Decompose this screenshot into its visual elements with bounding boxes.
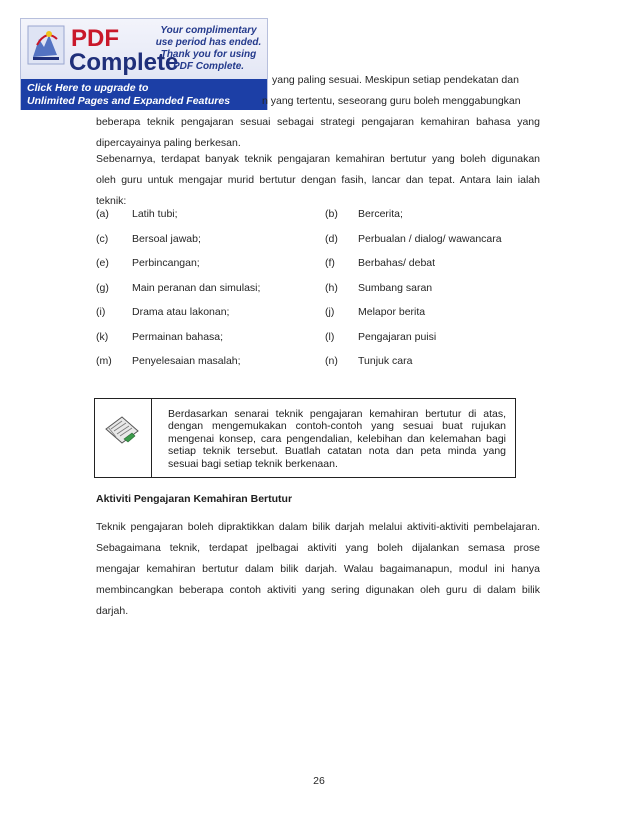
promo-line: Thank you for using <box>160 49 257 60</box>
paragraph-line: oleh guru untuk mengajar murid bertutur dengan fasih, lancar dan tepat. Antara lain ialah <box>96 174 540 186</box>
technique-text: Melapor berita <box>358 306 426 318</box>
promo-message <box>151 25 266 73</box>
technique-row <box>96 330 540 355</box>
paragraph-line: Sebagaimana teknik, terdapat jpelbagai aktiviti yang boleh dijalankan semasa prose <box>96 542 540 554</box>
technique-label: (j) <box>325 306 335 318</box>
technique-label: (f) <box>325 257 335 269</box>
technique-row <box>96 207 540 232</box>
technique-label: (g) <box>96 281 109 294</box>
notes-activity-icon <box>102 413 142 447</box>
technique-label: (d) <box>325 232 338 245</box>
intro-line-4: dipercayainya paling berkesan. <box>96 137 241 149</box>
technique-row <box>96 354 540 379</box>
activity-line: mengenai konsep, cara pengendalian, kelebihan dan kelemahan bagi <box>168 432 506 445</box>
promo-line: use period has ended. <box>155 37 262 48</box>
technique-label: (e) <box>96 257 109 269</box>
section-heading: Aktiviti Pengajaran Kemahiran Bertutur <box>96 493 293 505</box>
paragraph-line: Sebenarnya, terdapat banyak teknik pengajaran kemahiran bertutur yang boleh digunakan <box>96 153 540 165</box>
promo-line: Your complimentary <box>160 25 257 36</box>
activity-instructions <box>168 408 506 470</box>
activity-divider <box>151 399 152 477</box>
technique-row <box>96 281 540 306</box>
technique-text: Bercerita; <box>358 208 403 220</box>
paragraph-line: mengajar kemahiran bertutur dalam bilik darjah. Walau bagaimanapun, modul ini hanya <box>96 563 540 575</box>
activity-line: sesuai bagi setiap teknik berkenaan. <box>168 457 338 470</box>
technique-text: Latih tubi; <box>132 208 178 220</box>
activity-line: setiap teknik tersebut. Buatlah catatan nota dan peta minda yang <box>168 445 506 458</box>
brand-pdf-text: PDF <box>71 25 119 52</box>
intro-paragraph <box>96 112 540 154</box>
technique-text: Main peranan dan simulasi; <box>132 281 261 294</box>
upgrade-link[interactable] <box>21 79 267 110</box>
technique-label: (n) <box>325 355 338 367</box>
intro-line-1: yang paling sesuai. Meskipun setiap pendekatan dan <box>272 74 519 86</box>
technique-label: (c) <box>96 232 109 245</box>
paragraph-line: darjah. <box>96 605 129 617</box>
page-number: 26 <box>313 775 325 787</box>
technique-row <box>96 232 540 257</box>
brand-complete-text: Complete <box>69 49 179 76</box>
activity-line: Berdasarkan senarai teknik pengajaran kemahiran bertutur di atas, <box>168 408 506 420</box>
technique-list <box>96 207 540 379</box>
upgrade-line: Click Here to upgrade to <box>27 82 149 94</box>
technique-row <box>96 305 540 330</box>
pdf-complete-logo-icon <box>27 25 65 65</box>
paragraph-line: membincangkan beberapa contoh aktiviti yang sering digunakan oleh guru di dalam bilik <box>96 584 540 596</box>
technique-text: Permainan bahasa; <box>132 330 224 343</box>
activity-line: dengan mengemukakan contoh-contoh yang sesuai buat rujukan <box>168 420 506 433</box>
upgrade-line: Unlimited Pages and Expanded Features <box>27 95 231 107</box>
pdf-complete-banner[interactable] <box>20 18 268 110</box>
technique-text: Perbincangan; <box>132 257 200 269</box>
promo-line: PDF Complete. <box>172 61 245 72</box>
techniques-intro-paragraph <box>96 149 540 212</box>
technique-label: (h) <box>325 281 338 294</box>
section-paragraph <box>96 517 540 622</box>
activity-box <box>94 398 516 478</box>
paragraph-line: teknik: <box>96 195 127 207</box>
technique-label: (k) <box>96 330 109 343</box>
technique-label: (i) <box>96 306 106 318</box>
paragraph-line: Teknik pengajaran boleh dipraktikkan dalam bilik darjah melalui aktiviti-aktiviti pembelajaran. <box>96 521 540 533</box>
technique-text: Tunjuk cara <box>358 355 413 367</box>
technique-text: Drama atau lakonan; <box>132 306 230 318</box>
technique-row <box>96 256 540 281</box>
technique-text: Pengajaran puisi <box>358 330 437 343</box>
technique-text: Perbualan / dialog/ wawancara <box>358 232 502 245</box>
intro-line-2: n yang tertentu, seseorang guru boleh menggabungkan <box>262 95 521 107</box>
intro-line-3: beberapa teknik pengajaran sesuai sebagai strategi pengajaran kemahiran bahasa yang <box>96 116 540 128</box>
technique-text: Berbahas/ debat <box>358 257 436 269</box>
technique-label: (b) <box>325 208 338 220</box>
technique-text: Sumbang saran <box>358 281 433 294</box>
technique-text: Penyelesaian masalah; <box>132 355 241 367</box>
technique-label: (a) <box>96 208 109 220</box>
technique-label: (l) <box>325 330 335 343</box>
technique-label: (m) <box>96 355 112 367</box>
technique-text: Bersoal jawab; <box>132 232 201 245</box>
